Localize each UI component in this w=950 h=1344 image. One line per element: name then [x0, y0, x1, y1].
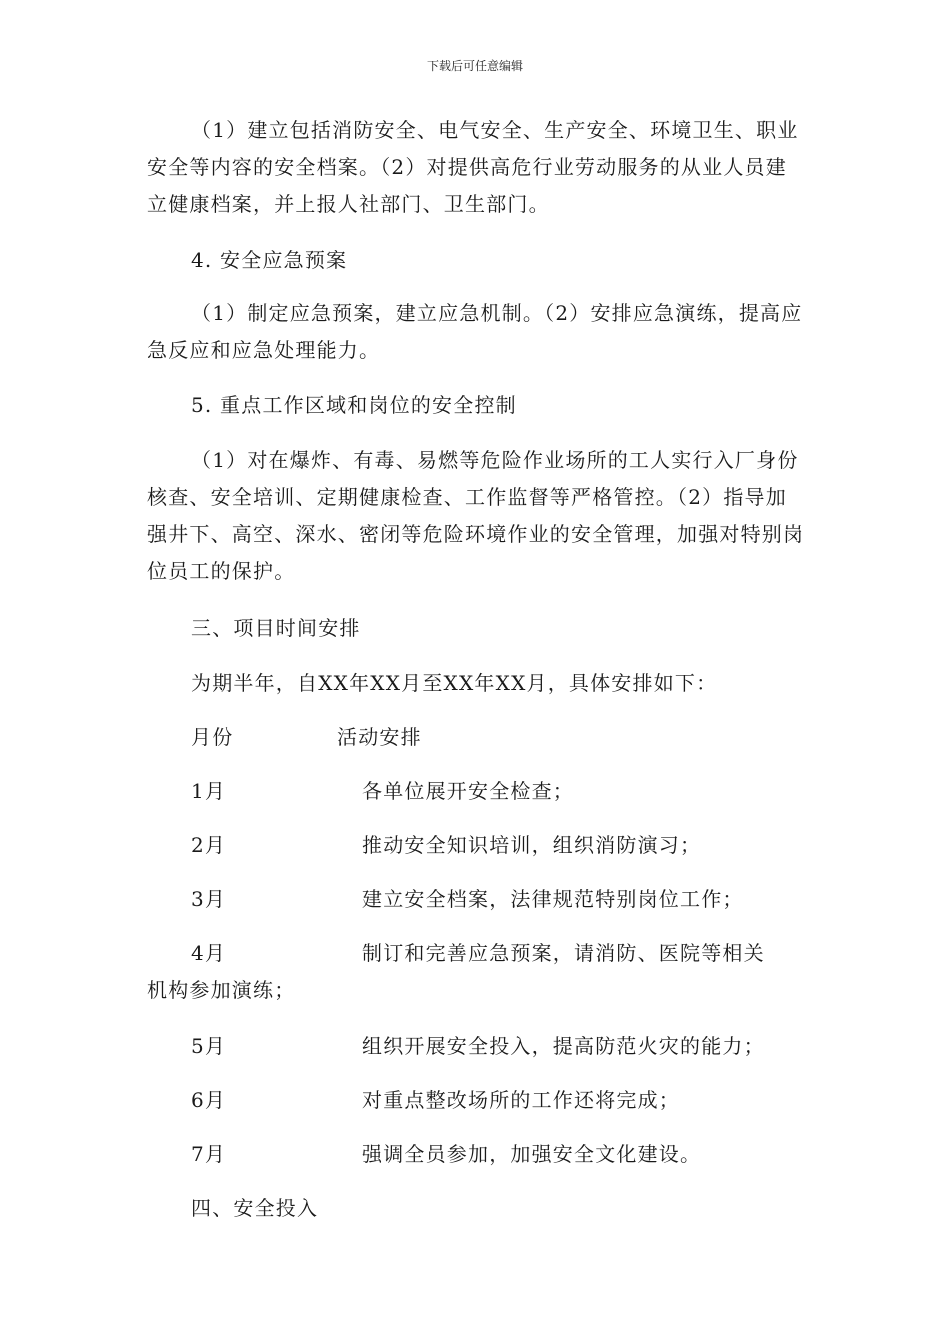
page-header: 下载后可任意编辑	[426, 59, 523, 73]
paragraph-key-area-control: （1）对在爆炸、有毒、易燃等危险作业场所的工人实行入厂身份核查、安全培训、定期健康检查、工作监督等严格管控。（2）指导加强井下、高空、深水、密闭等危险环境作业的安全管理，加强对特别岗位员工的保护。	[147, 448, 805, 583]
schedule-month: 4月	[191, 941, 227, 965]
schedule-month: 1月	[191, 779, 227, 803]
schedule-activity: 强调全员参加，加强安全文化建设。	[362, 1142, 702, 1166]
schedule-activity: 制订和完善应急预案，请消防、医院等相关	[362, 941, 765, 965]
schedule-month: 2月	[191, 833, 227, 857]
heading-safety-investment: 四、安全投入	[191, 1196, 319, 1220]
schedule-month: 3月	[191, 887, 227, 911]
schedule-month: 6月	[191, 1088, 227, 1112]
schedule-activity: 组织开展安全投入，提高防范火灾的能力；	[362, 1034, 765, 1058]
paragraph-emergency-plan: （1）制定应急预案，建立应急机制。（2）安排应急演练，提高应急反应和应急处理能力。	[147, 301, 803, 362]
schedule-activity: 推动安全知识培训，组织消防演习；	[362, 833, 702, 857]
heading-emergency-plan: 4. 安全应急预案	[191, 248, 348, 272]
schedule-month: 7月	[191, 1142, 227, 1166]
heading-schedule: 三、项目时间安排	[191, 616, 361, 640]
column-header-month: 月份	[191, 725, 234, 749]
paragraph-safety-archives: （1）建立包括消防安全、电气安全、生产安全、环境卫生、职业安全等内容的安全档案。（2）对提供高危行业劳动服务的从业人员建立健康档案，并上报人社部门、卫生部门。	[147, 118, 799, 216]
schedule-activity: 建立安全档案，法律规范特别岗位工作；	[362, 887, 744, 911]
schedule-month: 5月	[191, 1034, 227, 1058]
schedule-activity: 各单位展开安全检查；	[362, 779, 574, 803]
schedule-activity: 对重点整改场所的工作还将完成；	[362, 1088, 680, 1112]
paragraph-schedule-intro: 为期半年，自XX年XX月至XX年XX月，具体安排如下：	[191, 671, 718, 695]
schedule-activity-continued: 机构参加演练；	[147, 978, 296, 1002]
heading-key-area-control: 5. 重点工作区域和岗位的安全控制	[191, 393, 517, 417]
column-header-activity: 活动安排	[337, 725, 422, 749]
